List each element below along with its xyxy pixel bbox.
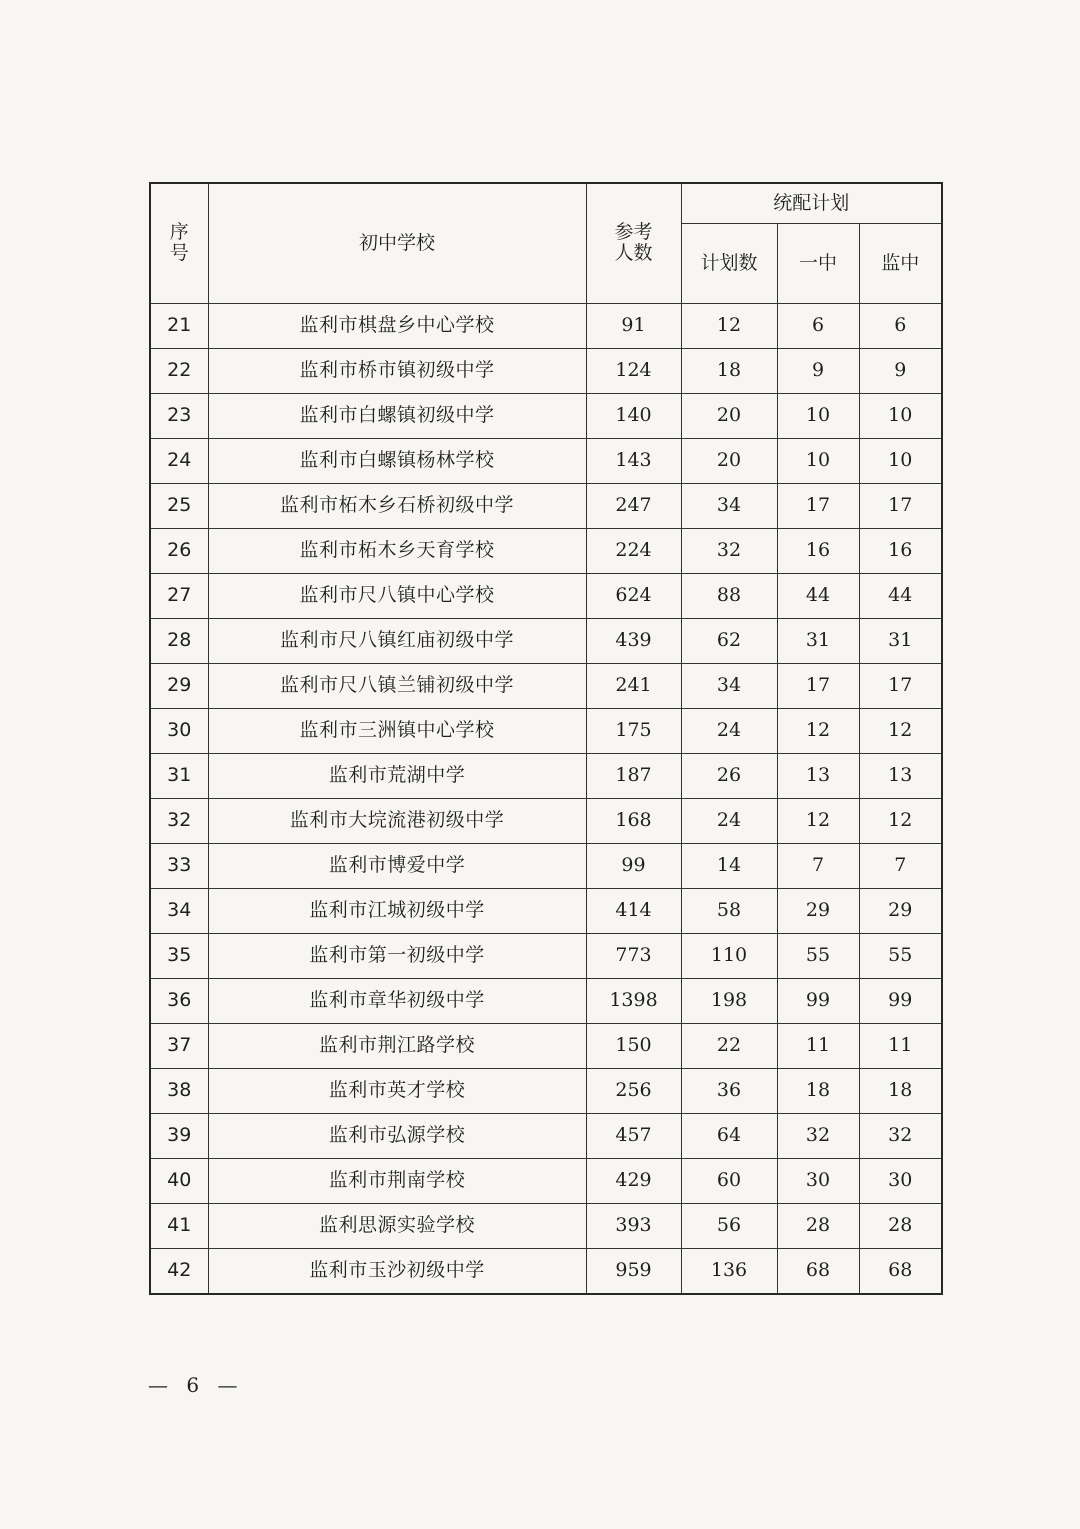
header-yizhong: 一中 [777,223,859,303]
cell-school: 监利市章华初级中学 [208,978,586,1023]
cell-plan-count: 20 [681,438,777,483]
cell-jianzhong: 28 [859,1203,942,1248]
cell-index: 24 [150,438,208,483]
cell-plan-count: 22 [681,1023,777,1068]
cell-students: 124 [586,348,681,393]
table-row [150,1068,942,1113]
cell-index: 25 [150,483,208,528]
cell-jianzhong: 7 [859,843,942,888]
cell-yizhong: 17 [777,483,859,528]
header-exam-count-line1: 参考 [614,221,653,244]
table-row [150,1248,942,1294]
cell-plan-count: 88 [681,573,777,618]
cell-index: 21 [150,303,208,348]
cell-plan-count: 32 [681,528,777,573]
cell-students: 393 [586,1203,681,1248]
cell-yizhong: 9 [777,348,859,393]
cell-jianzhong: 13 [859,753,942,798]
cell-school: 监利市荆南学校 [208,1158,586,1203]
cell-school: 监利市白螺镇初级中学 [208,393,586,438]
cell-jianzhong: 17 [859,663,942,708]
cell-students: 256 [586,1068,681,1113]
cell-index: 28 [150,618,208,663]
cell-jianzhong: 12 [859,708,942,753]
cell-jianzhong: 16 [859,528,942,573]
table-row [150,303,942,348]
cell-jianzhong: 11 [859,1023,942,1068]
cell-yizhong: 16 [777,528,859,573]
cell-index: 26 [150,528,208,573]
cell-students: 439 [586,618,681,663]
header-plan-count: 计划数 [681,223,777,303]
cell-index: 41 [150,1203,208,1248]
table-row [150,843,942,888]
cell-plan-count: 36 [681,1068,777,1113]
header-exam-count [586,183,681,303]
table-row [150,528,942,573]
cell-school: 监利市荆江路学校 [208,1023,586,1068]
cell-students: 1398 [586,978,681,1023]
cell-jianzhong: 30 [859,1158,942,1203]
cell-yizhong: 17 [777,663,859,708]
header-jianzhong: 监中 [859,223,942,303]
cell-students: 99 [586,843,681,888]
table-row [150,933,942,978]
cell-yizhong: 12 [777,798,859,843]
cell-plan-count: 18 [681,348,777,393]
cell-school: 监利市白螺镇杨林学校 [208,438,586,483]
cell-students: 168 [586,798,681,843]
cell-students: 150 [586,1023,681,1068]
table-row [150,483,942,528]
cell-index: 29 [150,663,208,708]
page-number: — 6 — [148,1373,244,1397]
cell-yizhong: 13 [777,753,859,798]
cell-plan-count: 34 [681,483,777,528]
cell-school: 监利市玉沙初级中学 [208,1248,586,1294]
cell-plan-count: 56 [681,1203,777,1248]
cell-school: 监利市英才学校 [208,1068,586,1113]
cell-yizhong: 44 [777,573,859,618]
cell-yizhong: 12 [777,708,859,753]
table-row [150,438,942,483]
cell-yizhong: 99 [777,978,859,1023]
cell-school: 监利思源实验学校 [208,1203,586,1248]
cell-school: 监利市尺八镇中心学校 [208,573,586,618]
cell-plan-count: 12 [681,303,777,348]
table-row [150,663,942,708]
cell-jianzhong: 99 [859,978,942,1023]
header-index-line2: 号 [169,242,189,265]
cell-plan-count: 136 [681,1248,777,1294]
cell-index: 34 [150,888,208,933]
cell-yizhong: 6 [777,303,859,348]
cell-school: 监利市柘木乡石桥初级中学 [208,483,586,528]
cell-index: 30 [150,708,208,753]
cell-jianzhong: 12 [859,798,942,843]
cell-plan-count: 24 [681,708,777,753]
cell-school: 监利市大垸流港初级中学 [208,798,586,843]
table-row [150,1023,942,1068]
cell-index: 36 [150,978,208,1023]
table-row [150,1113,942,1158]
cell-school: 监利市棋盘乡中心学校 [208,303,586,348]
cell-index: 42 [150,1248,208,1294]
cell-students: 140 [586,393,681,438]
cell-jianzhong: 55 [859,933,942,978]
cell-yizhong: 18 [777,1068,859,1113]
cell-students: 624 [586,573,681,618]
cell-plan-count: 24 [681,798,777,843]
cell-yizhong: 28 [777,1203,859,1248]
header-allocation-group: 统配计划 [681,183,942,223]
cell-plan-count: 64 [681,1113,777,1158]
table-row [150,393,942,438]
table-row [150,1158,942,1203]
cell-students: 457 [586,1113,681,1158]
cell-index: 31 [150,753,208,798]
cell-index: 23 [150,393,208,438]
table-row [150,708,942,753]
cell-school: 监利市第一初级中学 [208,933,586,978]
cell-plan-count: 60 [681,1158,777,1203]
cell-jianzhong: 10 [859,438,942,483]
cell-yizhong: 11 [777,1023,859,1068]
header-exam-count-line2: 人数 [614,242,653,265]
cell-index: 38 [150,1068,208,1113]
table-body [150,303,942,1294]
cell-plan-count: 14 [681,843,777,888]
cell-school: 监利市柘木乡天育学校 [208,528,586,573]
table-row [150,888,942,933]
table-row [150,573,942,618]
cell-jianzhong: 18 [859,1068,942,1113]
cell-school: 监利市博爱中学 [208,843,586,888]
table-row [150,753,942,798]
cell-plan-count: 62 [681,618,777,663]
cell-yizhong: 68 [777,1248,859,1294]
cell-students: 429 [586,1158,681,1203]
cell-students: 959 [586,1248,681,1294]
cell-students: 143 [586,438,681,483]
cell-index: 40 [150,1158,208,1203]
cell-yizhong: 7 [777,843,859,888]
table-row [150,798,942,843]
cell-jianzhong: 17 [859,483,942,528]
cell-jianzhong: 32 [859,1113,942,1158]
cell-plan-count: 110 [681,933,777,978]
cell-students: 91 [586,303,681,348]
cell-jianzhong: 29 [859,888,942,933]
cell-school: 监利市荒湖中学 [208,753,586,798]
cell-yizhong: 30 [777,1158,859,1203]
table-row [150,618,942,663]
cell-index: 37 [150,1023,208,1068]
cell-jianzhong: 9 [859,348,942,393]
cell-jianzhong: 44 [859,573,942,618]
cell-school: 监利市三洲镇中心学校 [208,708,586,753]
cell-yizhong: 55 [777,933,859,978]
cell-yizhong: 29 [777,888,859,933]
cell-index: 32 [150,798,208,843]
cell-students: 175 [586,708,681,753]
cell-jianzhong: 10 [859,393,942,438]
cell-students: 224 [586,528,681,573]
cell-plan-count: 58 [681,888,777,933]
cell-jianzhong: 6 [859,303,942,348]
header-index [150,183,208,303]
table-header [150,183,942,303]
header-index-line1: 序 [169,221,189,244]
cell-school: 监利市尺八镇红庙初级中学 [208,618,586,663]
cell-plan-count: 20 [681,393,777,438]
cell-students: 773 [586,933,681,978]
cell-yizhong: 10 [777,393,859,438]
cell-index: 35 [150,933,208,978]
cell-students: 241 [586,663,681,708]
cell-students: 414 [586,888,681,933]
cell-jianzhong: 31 [859,618,942,663]
cell-index: 22 [150,348,208,393]
cell-school: 监利市江城初级中学 [208,888,586,933]
cell-students: 187 [586,753,681,798]
cell-plan-count: 34 [681,663,777,708]
cell-yizhong: 10 [777,438,859,483]
cell-school: 监利市桥市镇初级中学 [208,348,586,393]
table-row [150,978,942,1023]
header-school: 初中学校 [208,183,586,303]
cell-jianzhong: 68 [859,1248,942,1294]
cell-students: 247 [586,483,681,528]
cell-school: 监利市尺八镇兰铺初级中学 [208,663,586,708]
cell-school: 监利市弘源学校 [208,1113,586,1158]
allocation-table [149,182,943,1295]
cell-plan-count: 198 [681,978,777,1023]
cell-index: 39 [150,1113,208,1158]
cell-yizhong: 31 [777,618,859,663]
cell-index: 33 [150,843,208,888]
cell-yizhong: 32 [777,1113,859,1158]
table-row [150,348,942,393]
table-row [150,1203,942,1248]
cell-index: 27 [150,573,208,618]
cell-plan-count: 26 [681,753,777,798]
